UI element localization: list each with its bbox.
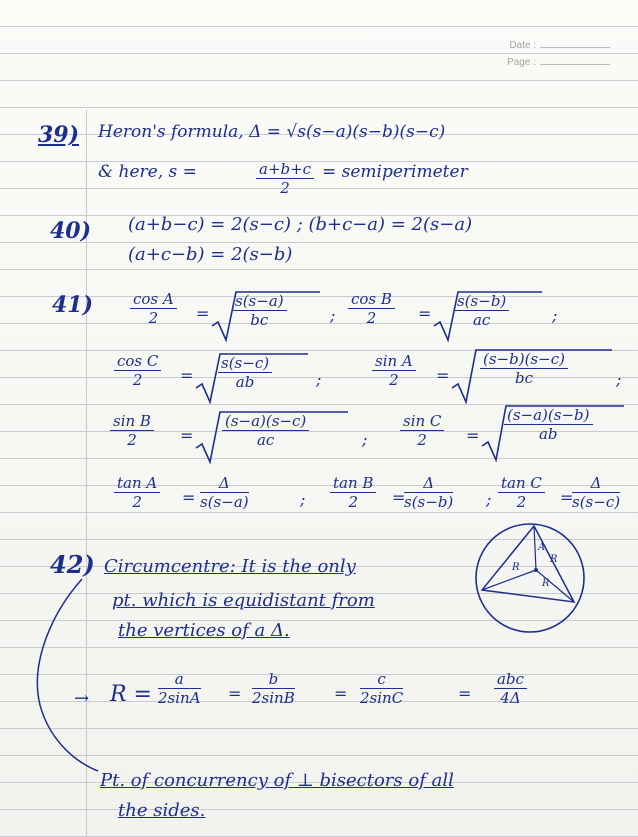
q42-number: 42) (50, 550, 95, 579)
separator: ; (616, 370, 622, 389)
separator: ; (300, 490, 306, 509)
q41-sinB-num: sin B (110, 412, 154, 431)
circumcircle-diagram (470, 520, 590, 636)
q41-cosB-radicand (454, 292, 509, 329)
q41-sinA-half (372, 352, 416, 389)
q41-tanC-half (498, 474, 545, 511)
q41-sinA-radicand (480, 350, 568, 387)
q42-line3: the vertices of a Δ. (118, 620, 290, 641)
separator: ; (552, 306, 558, 325)
arrow-icon: → (74, 688, 90, 709)
q39-semiperimeter: = semiperimeter (322, 162, 468, 182)
circumcentre-point (534, 568, 538, 572)
q41-tanA-rd: s(s−a) (200, 493, 249, 511)
q41-cosB-rd: ac (472, 311, 491, 329)
diagram-label: A (538, 542, 546, 553)
separator: ; (486, 490, 492, 509)
q41-sinB-rd: ac (256, 431, 275, 449)
equals-sign: = (436, 366, 450, 385)
q41-tanC-den: 2 (516, 493, 527, 511)
separator: ; (316, 370, 322, 389)
equals-sign: = (466, 426, 480, 445)
q41-sinB-den: 2 (127, 431, 137, 449)
q41-cosB-num: cos B (348, 290, 395, 309)
equals-sign: = (228, 684, 242, 703)
q41-sinA-rn: (s−b)(s−c) (480, 350, 568, 369)
q39-here-s: & here, s = (98, 162, 197, 182)
diagram-label: R (550, 554, 558, 565)
equals-sign: = (196, 304, 210, 323)
q39-number: 39) (38, 122, 80, 148)
r-frac-c (360, 670, 403, 707)
q41-tanC-rn: Δ (572, 474, 620, 493)
q41-tanB-rn: Δ (404, 474, 453, 493)
q41-cosA-rd: bc (250, 311, 269, 329)
r-frac-c-den: 2sinC (360, 689, 404, 707)
bracket-curve (20, 575, 120, 775)
equals-sign: = (418, 304, 432, 323)
r-frac-abc (494, 670, 527, 707)
q41-cosA-half (130, 290, 177, 327)
page-field (507, 57, 610, 68)
equals-sign: = (180, 366, 194, 385)
q41-tanB-half (330, 474, 376, 511)
q41-sinB-radicand (222, 412, 309, 449)
q42-line2: pt. which is equidistant from (112, 590, 375, 611)
q41-sinC-den: 2 (417, 431, 427, 449)
date-field (509, 40, 610, 51)
q41-tanB-value (404, 474, 453, 511)
equals-sign: = (458, 684, 472, 703)
q39-semi-fraction (256, 160, 314, 197)
q40-eq2: (a+c−b) = 2(s−b) (128, 244, 293, 265)
page-label: Page : (507, 57, 536, 68)
q41-tanB-rd: s(s−b) (404, 493, 454, 511)
q41-cosC-rd: ab (235, 373, 255, 391)
q41-tanC-rd: s(s−c) (572, 493, 621, 511)
q41-tanA-value (200, 474, 249, 511)
date-label: Date : (509, 40, 536, 51)
q41-sinB-rn: (s−a)(s−c) (222, 412, 309, 431)
q41-cosC-half (114, 352, 161, 389)
r-frac-abc-den: 4Δ (500, 689, 521, 707)
separator: ; (330, 306, 336, 325)
r-frac-b (252, 670, 295, 707)
q41-sinC-rn: (s−a)(s−b) (504, 406, 593, 425)
equals-sign: = (180, 426, 194, 445)
q39-semi-den: 2 (280, 179, 290, 197)
equals-sign: = (392, 488, 406, 507)
r-frac-b-num: b (252, 670, 295, 689)
q41-sinC-rd: ab (538, 425, 558, 443)
q41-sinA-num: sin A (372, 352, 416, 371)
q41-tanA-half (114, 474, 160, 511)
q40-number: 40) (50, 218, 92, 244)
q41-sinB-half (110, 412, 154, 449)
q40-eq1: (a+b−c) = 2(s−c) ; (b+c−a) = 2(s−a) (128, 214, 473, 235)
q41-sinC-num: sin C (400, 412, 444, 431)
q41-cosB-den: 2 (366, 309, 377, 327)
q42-concurrency-line1: Pt. of concurrency of ⊥ bisectors of all (100, 770, 454, 791)
diagram-label: R (512, 562, 520, 573)
q39-semi-num: a+b+c (256, 160, 314, 179)
r-frac-abc-num: abc (494, 670, 527, 689)
q41-cosA-den: 2 (148, 309, 159, 327)
q41-tanC-value (572, 474, 620, 511)
q41-sinA-den: 2 (389, 371, 399, 389)
q41-cosA-radicand (232, 292, 287, 329)
q41-cosC-radicand (218, 354, 272, 391)
q41-cosA-num: cos A (130, 290, 177, 309)
q41-cosC-num: cos C (114, 352, 161, 371)
r-frac-a (158, 670, 201, 707)
q41-number: 41) (52, 292, 94, 318)
equals-sign: = (334, 684, 348, 703)
r-symbol: R = (110, 682, 152, 707)
q41-sinC-radicand (504, 406, 593, 443)
equals-sign: = (560, 488, 574, 507)
q41-tanA-den: 2 (132, 493, 142, 511)
q41-tanA-num: tan A (114, 474, 160, 493)
q42-concurrency-line2: the sides. (118, 800, 206, 821)
q42-line1: Circumcentre: It is the only (104, 556, 356, 577)
q41-cosB-half (348, 290, 395, 327)
separator: ; (362, 430, 368, 449)
r-frac-b-den: 2sinB (252, 689, 295, 707)
q41-cosC-den: 2 (132, 371, 143, 389)
q41-tanB-den: 2 (348, 493, 358, 511)
equals-sign: = (182, 488, 196, 507)
r-frac-a-num: a (158, 670, 201, 689)
q41-sinC-half (400, 412, 444, 449)
q41-cosC-rn: s(s−c) (218, 354, 272, 373)
q39-herons-formula: Heron's formula, Δ = √s(s−a)(s−b)(s−c) (98, 122, 446, 142)
q41-sinA-rd: bc (514, 369, 533, 387)
radius-line (534, 526, 536, 570)
q41-tanC-num: tan C (498, 474, 545, 493)
q41-tanA-rn: Δ (200, 474, 249, 493)
q41-cosA-rn: s(s−a) (232, 292, 287, 311)
q41-cosB-rn: s(s−b) (454, 292, 509, 311)
r-frac-c-num: c (360, 670, 403, 689)
q41-tanB-num: tan B (330, 474, 376, 493)
r-frac-a-den: 2sinA (158, 689, 201, 707)
diagram-label: R (542, 578, 550, 589)
